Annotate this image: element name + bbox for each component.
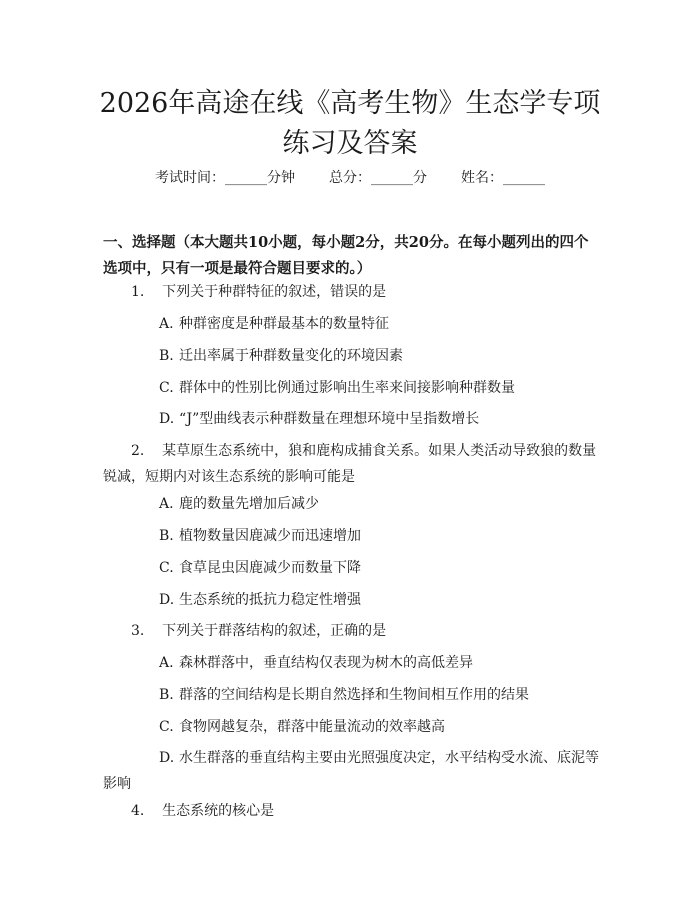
question-2-option-b: [159, 523, 600, 549]
question-2-option-d: [159, 587, 600, 613]
time-unit: 分钟: [267, 170, 295, 186]
option-letter: D.: [159, 750, 175, 766]
question-2-option-c: [159, 555, 600, 581]
question-1-stem: [103, 279, 600, 305]
option-letter: A.: [159, 316, 174, 332]
question-3-option-d: [103, 745, 600, 797]
option-text: 植物数量因鹿减少而迅速增加: [179, 528, 361, 544]
question-2-stem: [103, 438, 600, 490]
page-title: 2026年高途在线《高考生物》生态学专项练习及答案: [99, 88, 601, 159]
option-letter: B.: [159, 528, 174, 544]
section-header: 一、选择题（本大题共10小题，每小题2分，共20分。在每小题列出的四个选项中，只有一项是最符合题目要求的。）: [103, 234, 589, 277]
question-number: 3.: [131, 623, 145, 639]
question-3-option-a: [159, 650, 600, 676]
option-letter: B.: [159, 687, 174, 703]
option-text: 种群密度是种群最基本的数量特征: [179, 316, 389, 332]
question-text: 某草原生态系统中，狼和鹿构成捕食关系。如果人类活动导致狼的数量锐减，短期内对该生态系统的影响可能是: [103, 443, 597, 485]
option-letter: C.: [159, 719, 174, 735]
name-label: 姓名：: [461, 170, 503, 186]
score-label: 总分：: [329, 170, 371, 186]
question-4-stem: [103, 798, 600, 824]
option-letter: D.: [159, 411, 175, 427]
question-1-option-b: [159, 343, 600, 369]
question-text: 生态系统的核心是: [162, 803, 275, 819]
option-text: 食物网越复杂，群落中能量流动的效率越高: [179, 719, 445, 735]
score-unit: 分: [413, 170, 427, 186]
name-blank: ______: [503, 170, 545, 186]
question-1-option-d: [159, 406, 600, 432]
question-3-stem: [103, 618, 600, 644]
option-text: 生态系统的抵抗力稳定性增强: [179, 592, 361, 608]
option-letter: A.: [159, 655, 174, 671]
question-number: 2.: [131, 443, 145, 459]
question-1-option-c: [159, 375, 600, 401]
option-letter: A.: [159, 496, 174, 512]
option-letter: C.: [159, 560, 174, 576]
option-text: 水生群落的垂直结构主要由光照强度决定，水平结构受水流、底泥等影响: [103, 750, 599, 792]
question-text: 下列关于群落结构的叙述，正确的是: [162, 623, 387, 639]
option-letter: D.: [159, 592, 175, 608]
option-text: “J”型曲线表示种群数量在理想环境中呈指数增长: [179, 411, 480, 427]
option-text: 群落的空间结构是长期自然选择和生物间相互作用的结果: [179, 687, 529, 703]
question-text: 下列关于种群特征的叙述，错误的是: [162, 284, 387, 300]
question-number: 1.: [131, 284, 145, 300]
option-text: 鹿的数量先增加后减少: [179, 496, 319, 512]
question-1-option-a: [159, 311, 600, 337]
option-text: 群体中的性别比例通过影响出生率来间接影响种群数量: [179, 380, 515, 396]
question-2-option-a: [159, 491, 600, 517]
option-text: 迁出率属于种群数量变化的环境因素: [179, 348, 403, 364]
option-text: 食草昆虫因鹿减少而数量下降: [179, 560, 361, 576]
option-letter: C.: [159, 380, 174, 396]
question-3-option-b: [159, 682, 600, 708]
time-label: 考试时间：: [155, 170, 225, 186]
score-blank: ______: [371, 170, 413, 186]
option-text: 森林群落中，垂直结构仅表现为树木的高低差异: [179, 655, 473, 671]
question-number: 4.: [131, 803, 145, 819]
option-letter: B.: [159, 348, 174, 364]
exam-info-line: [0, 168, 700, 188]
question-3-option-c: [159, 714, 600, 740]
time-blank: ______: [225, 170, 267, 186]
